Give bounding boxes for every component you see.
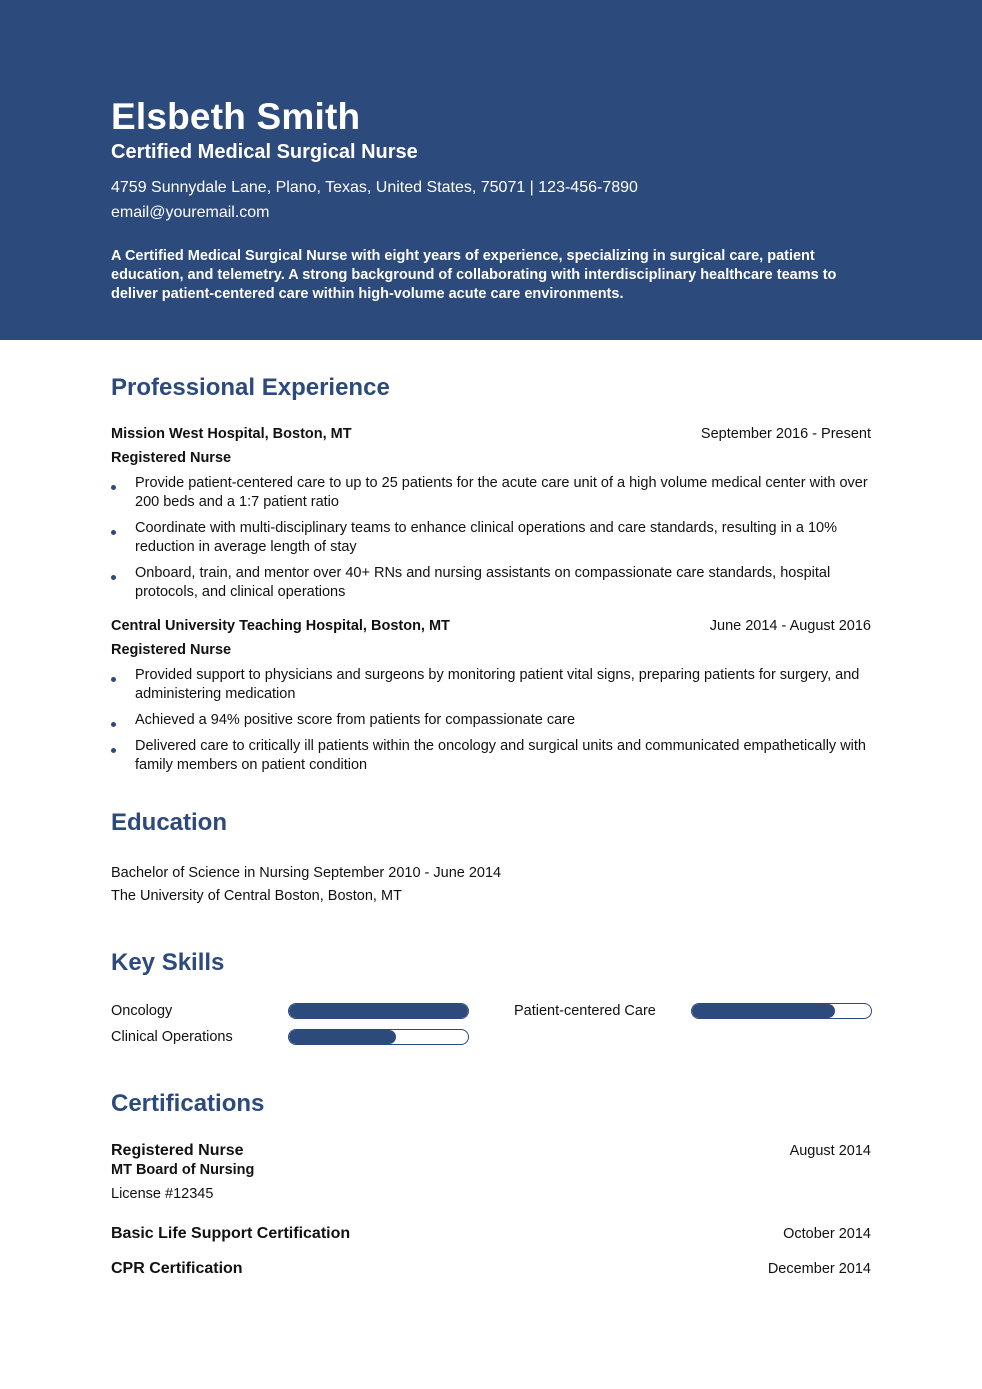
cert-name: Basic Life Support Certification [111, 1225, 351, 1242]
certifications-heading: Certifications [111, 1090, 265, 1117]
cert-date: August 2014 [789, 1143, 871, 1159]
skill-label: Patient-centered Care [514, 1003, 656, 1019]
school-line: The University of Central Boston, Boston, MT [111, 887, 402, 904]
job-entry [111, 426, 871, 609]
cert-license: License #12345 [111, 1186, 214, 1202]
skill-item [111, 1027, 469, 1047]
skill-level-bar [288, 1003, 469, 1019]
cert-date: December 2014 [767, 1261, 871, 1277]
skill-label: Oncology [111, 1003, 173, 1019]
email: email@youremail.com [111, 204, 270, 221]
skill-level-bar [691, 1003, 872, 1019]
cert-org: MT Board of Nursing [111, 1162, 255, 1178]
bullet-icon [111, 530, 116, 535]
education-entry [111, 862, 501, 907]
list-item: Provided support to physicians and surgeons by monitoring patient vital signs, preparing patients for surgery, and administering medication [111, 666, 871, 704]
bullet-icon [111, 575, 116, 580]
skill-level-fill [289, 1030, 396, 1044]
skill-item [514, 1001, 872, 1021]
skill-item [111, 1001, 469, 1021]
bullet-icon [111, 677, 116, 682]
list-item: Delivered care to critically ill patients within the oncology and surgical units and communicated empathetically with family members on patient condition [111, 737, 871, 775]
job-role: Registered Nurse [111, 642, 232, 658]
resume-header [0, 0, 982, 340]
list-item: Provide patient-centered care to up to 25 patients for the acute care unit of a high volume medical center with over 200 beds and a 1:7 patient ratio [111, 474, 871, 512]
cert-date: October 2014 [783, 1226, 871, 1242]
job-entry [111, 618, 871, 782]
bullet-icon [111, 748, 116, 753]
skill-level-fill [692, 1004, 835, 1018]
skill-level-bar [288, 1029, 469, 1045]
certification-entry [111, 1142, 871, 1202]
job-dates: September 2016 - Present [700, 426, 871, 442]
skills-heading: Key Skills [111, 949, 225, 976]
degree-line: Bachelor of Science in Nursing September 2010 - June 2014 [111, 865, 502, 881]
job-dates: June 2014 - August 2016 [709, 618, 871, 634]
list-item: Achieved a 94% positive score from patients for compassionate care [111, 711, 871, 730]
job-role: Registered Nurse [111, 450, 232, 466]
summary: A Certified Medical Surgical Nurse with eight years of experience, specializing in surgical care, patient education, and telemetry. A strong background of collaborating with interdisciplinary healthcare teams to deliver patient-centered care within high-volume acute care environments. [111, 248, 837, 302]
candidate-name: Elsbeth Smith [111, 96, 361, 137]
address-phone: 4759 Sunnydale Lane, Plano, Texas, United States, 75071 | 123-456-7890 [111, 179, 638, 196]
bullet-icon [111, 722, 116, 727]
certification-entry [111, 1225, 871, 1243]
cert-name: Registered Nurse [111, 1142, 244, 1159]
job-bullets [111, 666, 871, 775]
job-employer: Central University Teaching Hospital, Boston, MT [111, 618, 450, 634]
bullet-icon [111, 485, 116, 490]
candidate-title: Certified Medical Surgical Nurse [111, 141, 418, 163]
job-employer: Mission West Hospital, Boston, MT [111, 426, 352, 442]
certification-entry [111, 1260, 871, 1278]
contact-info [111, 175, 638, 225]
job-bullets [111, 474, 871, 602]
cert-name: CPR Certification [111, 1260, 243, 1277]
education-heading: Education [111, 809, 228, 836]
list-item: Coordinate with multi-disciplinary teams to enhance clinical operations and care standards, resulting in a 10% reduction in average length of stay [111, 519, 871, 557]
skill-level-fill [289, 1004, 468, 1018]
experience-heading: Professional Experience [111, 374, 390, 401]
list-item: Onboard, train, and mentor over 40+ RNs and nursing assistants on compassionate care standards, hospital protocols, and clinical operations [111, 564, 871, 602]
skill-label: Clinical Operations [111, 1029, 233, 1045]
